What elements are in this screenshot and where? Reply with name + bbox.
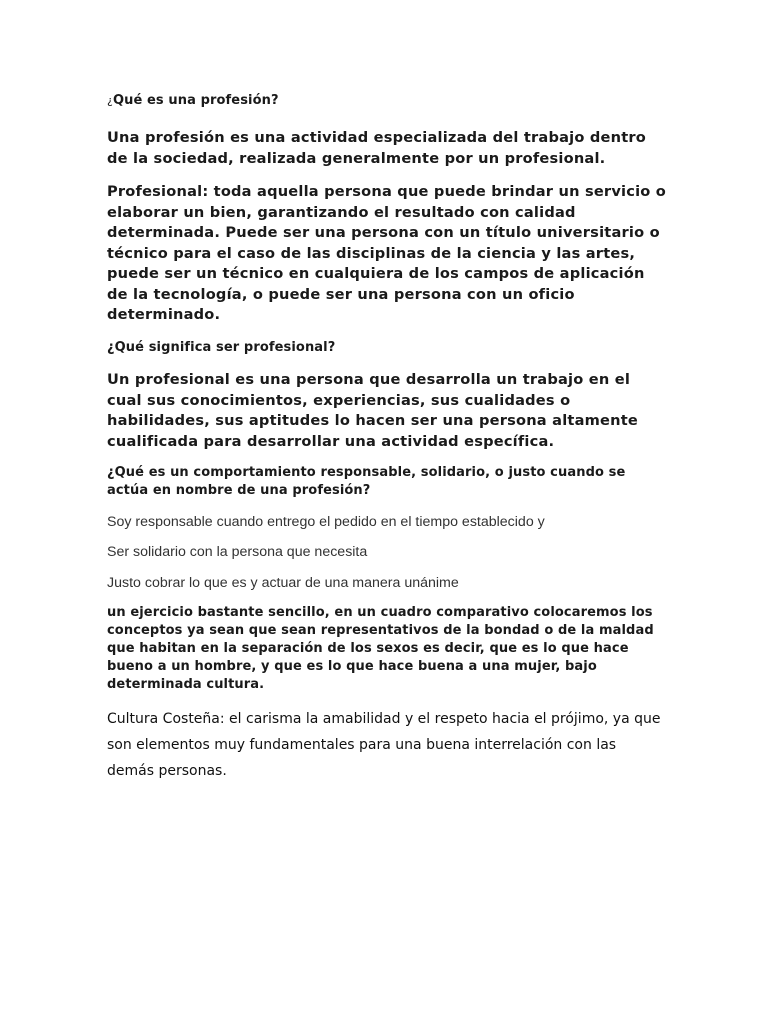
paragraph-comparative-exercise: un ejercicio bastante sencillo, en un cuadro comparativo colocaremos los conceptos ya sean que sean representativos de la bondad o de la maldad que habitan en la separación de los sexos es decir, que es lo que hace bueno a un hombre, y que es lo que hace buena a una mujer, bajo determinada cultura. xyxy=(107,605,654,692)
paragraph-professional-definition: Profesional: toda aquella persona que puede brindar un servicio o elaborar un bien, garantizando el resultado con calidad determinada. Puede ser una persona con un título universitario o técnico para el caso de las disciplinas de la ciencia y las artes, puede ser un técnico en cualquiera de los campos de aplicación de la tecnología, o puede ser una persona con un oficio determinado. xyxy=(107,183,667,323)
answer-fair: Justo cobrar lo que es y actuar de una manera unánime xyxy=(107,575,459,591)
paragraph-coastal-culture: Cultura Costeña: el carisma la amabilidad y el respeto hacia el prójimo, ya que son elementos muy fundamentales para una buena interrelación con las demás personas. xyxy=(107,711,661,779)
answer-responsible: Soy responsable cuando entrego el pedido en el tiempo establecido y xyxy=(107,514,545,530)
answer-solidary: Ser solidario con la persona que necesita xyxy=(107,544,368,560)
question-text: Qué es una profesión? xyxy=(112,93,279,108)
question-what-is-profession xyxy=(107,92,667,110)
paragraph-professional-qualities: Un profesional es una persona que desarrolla un trabajo en el cual sus conocimientos, experiencias, sus cualidades o habilidades, sus aptitudes lo hacen ser una persona altamente cualificada para desarrollar una actividad específica. xyxy=(107,371,638,450)
question-mark-open: ¿ xyxy=(107,94,113,107)
question-responsible-behavior: ¿Qué es un comportamiento responsable, solidario, o justo cuando se actúa en nombre de una profesión? xyxy=(107,465,626,498)
question-what-means-professional: ¿Qué significa ser profesional? xyxy=(107,340,336,355)
paragraph-profession-definition: Una profesión es una actividad especializada del trabajo dentro de la sociedad, realizada generalmente por un profesional. xyxy=(107,129,646,167)
